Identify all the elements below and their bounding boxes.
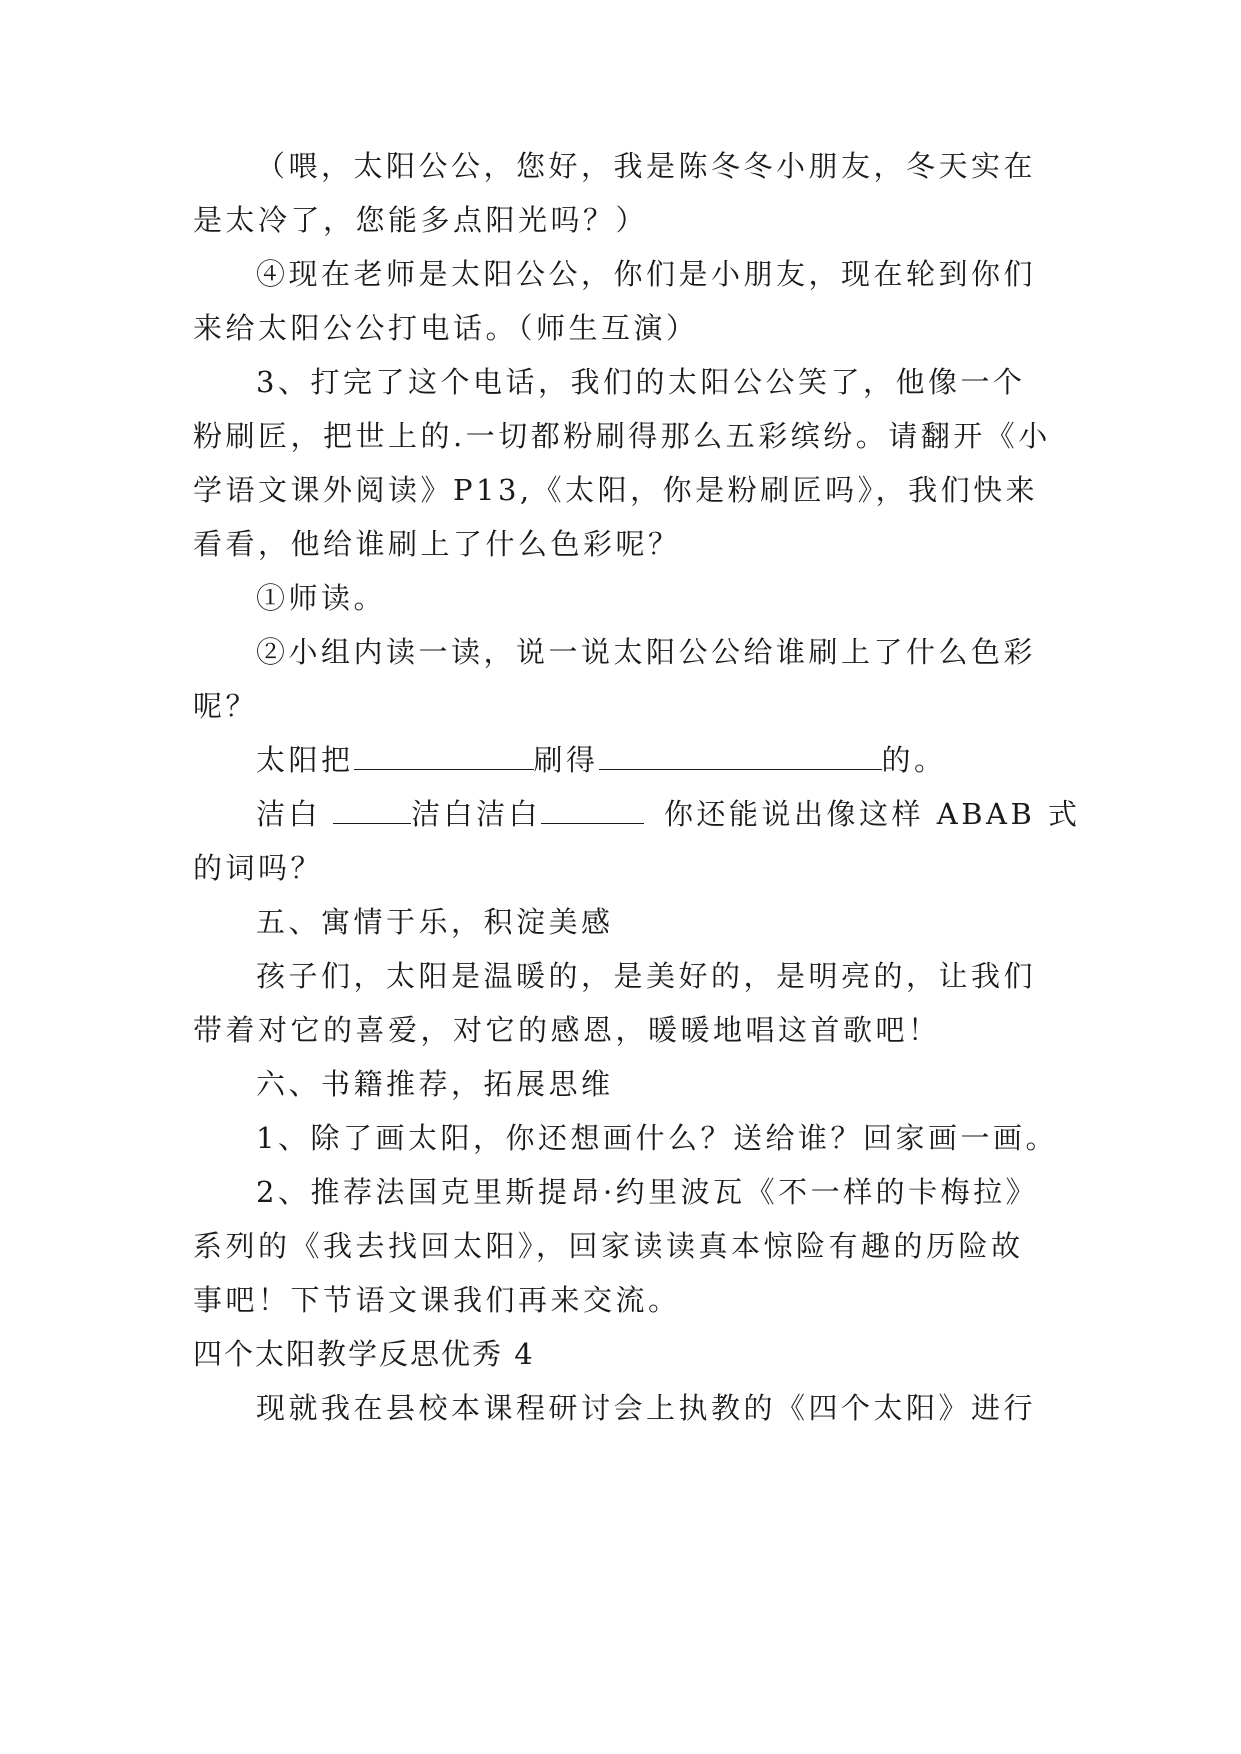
abab-text: 洁白洁白 <box>411 797 542 831</box>
blank-underline <box>333 795 411 824</box>
article-title: 四个太阳教学反思优秀 4 <box>193 1337 535 1371</box>
paragraph-line: 看看，他给谁刷上了什么色彩呢？ <box>193 527 681 561</box>
fill-text: 的。 <box>881 743 947 777</box>
paragraph-line: 孩子们，太阳是温暖的，是美好的，是明亮的，让我们 <box>256 959 1037 993</box>
section-heading: 五、寓情于乐，积淀美感 <box>256 905 614 939</box>
paragraph-line: 是太冷了，您能多点阳光吗？） <box>193 203 649 237</box>
paragraph-line: 事吧！下节语文课我们再来交流。 <box>193 1283 681 1317</box>
paragraph-line: ④现在老师是太阳公公，你们是小朋友，现在轮到你们 <box>256 257 1037 291</box>
paragraph-line: 呢？ <box>193 689 259 723</box>
blank-underline <box>354 741 534 770</box>
fill-text: 太阳把 <box>256 743 354 777</box>
paragraph-line: 现就我在县校本课程研讨会上执教的《四个太阳》进行 <box>256 1391 1037 1425</box>
section-heading: 六、书籍推荐，拓展思维 <box>256 1067 614 1101</box>
blank-underline <box>541 795 644 824</box>
paragraph-line: 系列的《我去找回太阳》，回家读读真本惊险有趣的历险故 <box>193 1229 1024 1263</box>
abab-text: 洁白 <box>256 797 322 831</box>
paragraph-line: 的词吗？ <box>193 851 324 885</box>
fill-text: 刷得 <box>533 743 599 777</box>
abab-text: 你还能说出像这样 ABAB 式 <box>664 797 1081 831</box>
paragraph-line: ①师读。 <box>256 581 387 615</box>
blank-underline <box>599 741 882 770</box>
abab-line <box>256 794 1081 834</box>
paragraph-line: 学语文课外阅读》P13,《太阳，你是粉刷匠吗》，我们快来 <box>193 473 1039 507</box>
paragraph-line: （喂，太阳公公，您好，我是陈冬冬小朋友，冬天实在 <box>256 149 1037 183</box>
paragraph-line: 来给太阳公公打电话。（师生互演） <box>193 311 699 345</box>
paragraph-line: 1、除了画太阳，你还想画什么？送给谁？回家画一画。 <box>256 1121 1058 1155</box>
fill-in-blank-line <box>256 740 1056 780</box>
paragraph-line: ②小组内读一读，说一说太阳公公给谁刷上了什么色彩 <box>256 635 1037 669</box>
paragraph-line: 粉刷匠，把世上的.一切都粉刷得那么五彩缤纷。请翻开《小 <box>193 419 1051 453</box>
paragraph-line: 3、打完了这个电话，我们的太阳公公笑了，他像一个 <box>256 365 1026 399</box>
paragraph-line: 带着对它的喜爱，对它的感恩，暖暖地唱这首歌吧！ <box>193 1013 941 1047</box>
paragraph-line: 2、推荐法国克里斯提昂·约里波瓦《不一样的卡梅拉》 <box>256 1175 1039 1209</box>
